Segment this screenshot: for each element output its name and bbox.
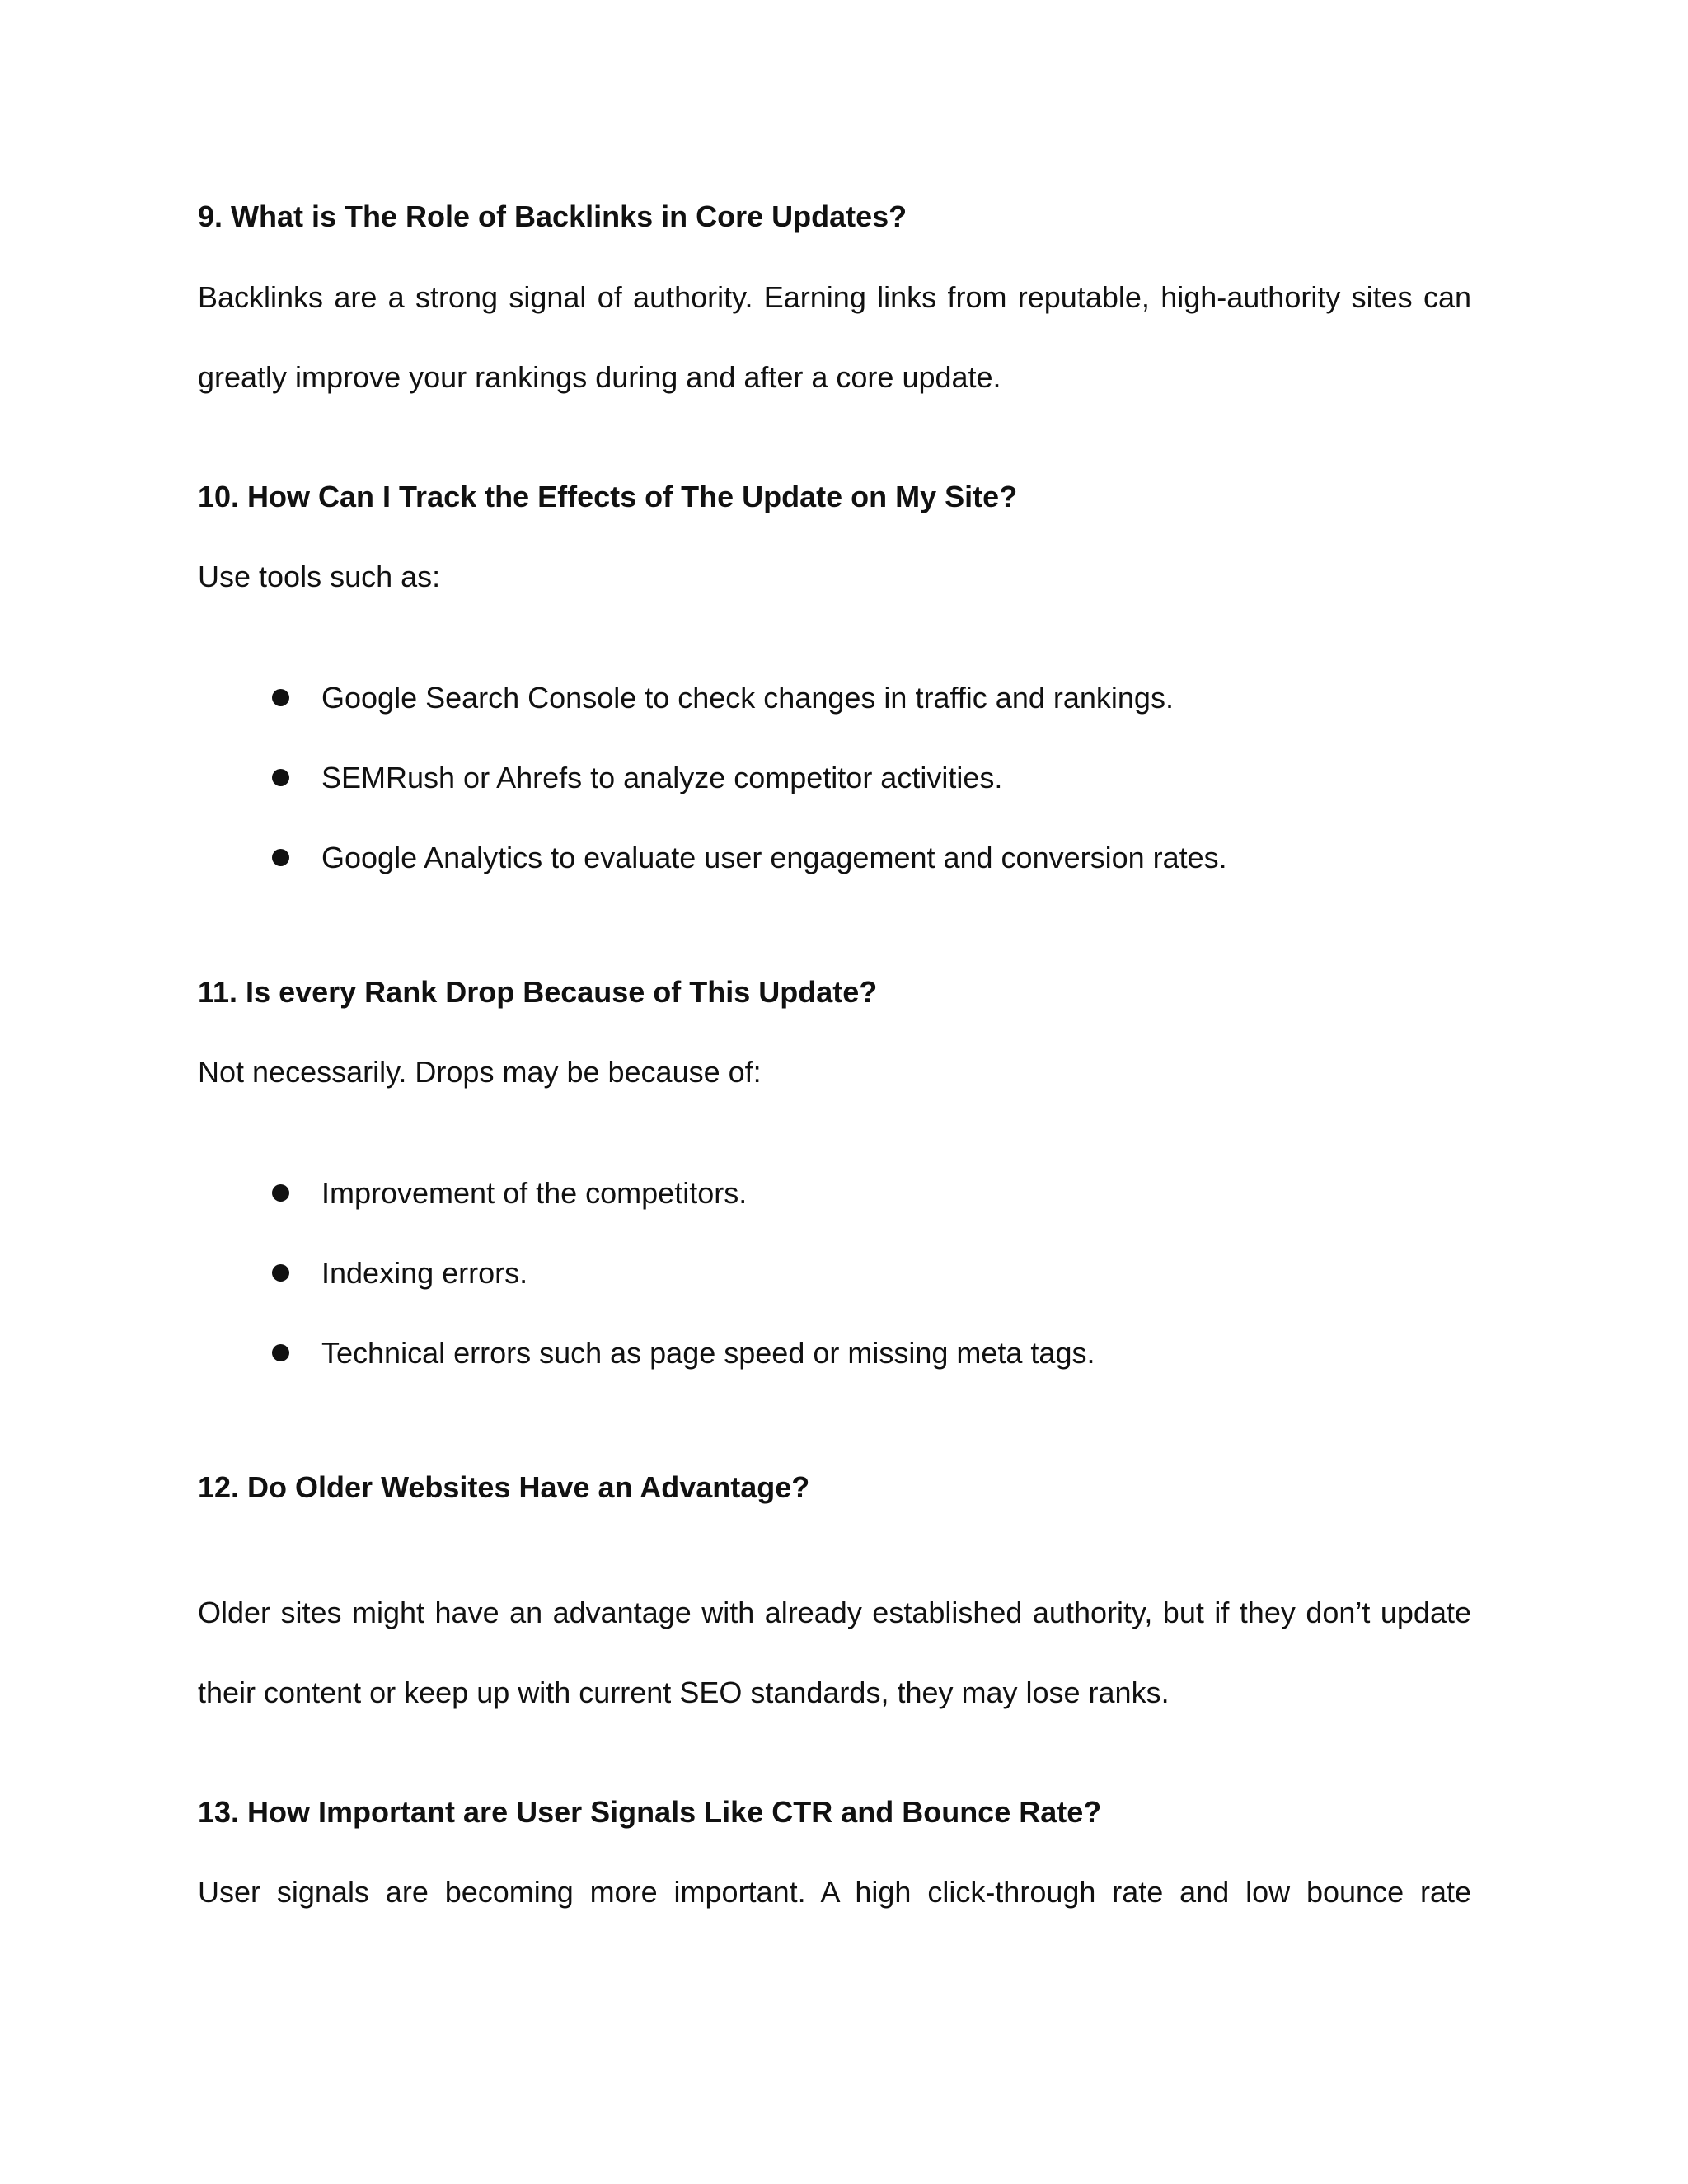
section-heading-12: 12. Do Older Websites Have an Advantage? [198,1470,810,1504]
section-heading-13: 13. How Important are User Signals Like CTR and Bounce Rate? [198,1795,1102,1829]
section-intro-11: Not necessarily. Drops may be because of: [198,1055,762,1089]
list-item-text: Improvement of the competitors. [321,1176,748,1210]
bullet-icon [272,1184,289,1202]
bullet-icon [272,689,289,706]
list-item-text: Google Search Console to check changes in traffic and rankings. [321,681,1174,715]
list-item-text: Google Analytics to evaluate user engagement and conversion rates. [321,841,1227,874]
list-item-text: Technical errors such as page speed or missing meta tags. [321,1336,1095,1370]
section-intro-10: Use tools such as: [198,560,441,593]
section-heading-11: 11. Is every Rank Drop Because of This Update? [198,975,878,1009]
section-heading-9: 9. What is The Role of Backlinks in Core Updates? [198,199,907,233]
bullet-icon [272,849,289,866]
bullet-icon [272,1264,289,1282]
section-paragraph-9: Backlinks are a strong signal of authority. Earning links from reputable, high-authority sites can greatly improve your rankings during and after a core update. [198,280,1471,394]
section-paragraph-13: User signals are becoming more important. A high click-through rate and low bounce rate [198,1875,1471,1909]
bullet-icon [272,769,289,786]
list-item-text: SEMRush or Ahrefs to analyze competitor activities. [321,761,1003,794]
bullet-icon [272,1344,289,1361]
list-item-text: Indexing errors. [321,1256,528,1290]
section-heading-10: 10. How Can I Track the Effects of The Update on My Site? [198,480,1018,513]
section-paragraph-12: Older sites might have an advantage with already established authority, but if they don’t update their content or keep up with current SEO standards, they may lose ranks. [198,1596,1471,1709]
